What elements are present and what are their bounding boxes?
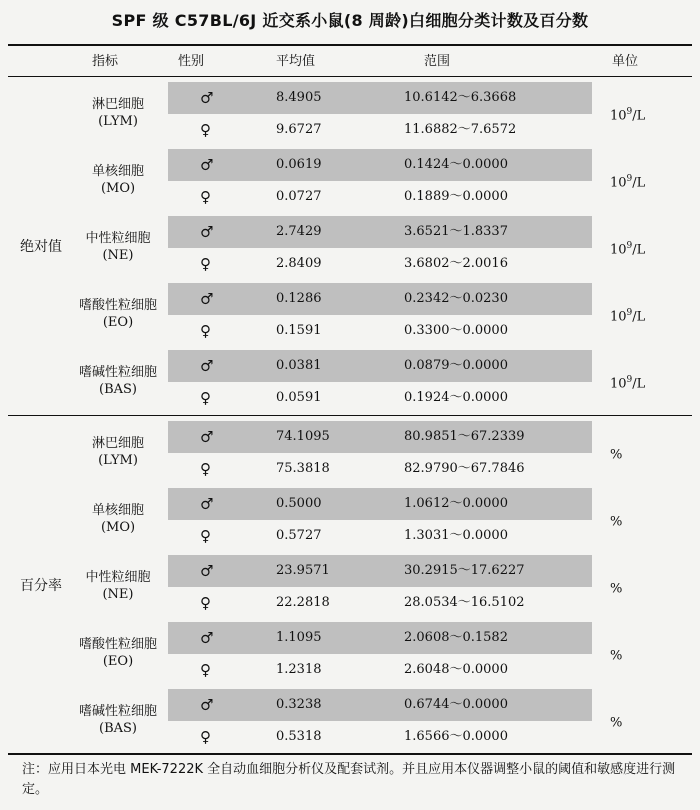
male-symbol: ♂: [200, 696, 214, 714]
male-range: 10.6142～6.3668: [404, 90, 517, 105]
indicator-abbr: (MO): [100, 520, 136, 535]
male-symbol: ♂: [200, 629, 214, 647]
indicator-name-cn: 单核细胞: [91, 164, 144, 179]
male-range: 0.2342～0.0230: [404, 291, 508, 306]
indicator-abbr: (LYM): [98, 114, 138, 129]
table-footnote: 注：应用日本光电 MEK-7222K 全自动血细胞分析仪及配套试剂。并且应用本仪器调整小鼠的阈值和敏感度进行测定。: [22, 762, 676, 797]
female-symbol: ♀: [200, 322, 211, 340]
male-range: 0.0879～0.0000: [404, 358, 508, 373]
female-symbol: ♀: [200, 460, 211, 478]
male-mean: 0.0619: [276, 157, 322, 172]
indicator-name-cn: 中性粒细胞: [85, 231, 151, 246]
unit-base: %: [610, 581, 623, 597]
female-range: 82.9790～67.7846: [404, 461, 525, 476]
male-range: 2.0608～0.1582: [404, 630, 508, 645]
unit-suffix: /L: [632, 242, 646, 258]
unit-suffix: /L: [632, 108, 646, 124]
unit-base: 10: [610, 376, 627, 392]
unit-cell: [610, 372, 645, 392]
unit-cell: [610, 171, 645, 191]
unit-cell: [610, 510, 622, 530]
unit-base: 10: [610, 175, 627, 191]
indicator-abbr: (LYM): [98, 453, 138, 468]
header-rule: [8, 76, 692, 77]
female-mean: 0.0591: [276, 390, 322, 405]
unit-cell: [610, 305, 645, 325]
male-mean: 0.5000: [276, 496, 322, 511]
indicator-abbr: (NE): [102, 587, 134, 602]
male-symbol: ♂: [200, 428, 214, 446]
indicator-name-cn: 嗜碱性粒细胞: [78, 704, 157, 719]
female-range: 2.6048～0.0000: [404, 662, 508, 677]
table-title: SPF 级 C57BL/6J 近交系小鼠(8 周龄)白细胞分类计数及百分数: [111, 11, 589, 30]
unit-base: %: [610, 648, 623, 664]
indicator-name-cn: 嗜酸性粒细胞: [78, 298, 157, 313]
unit-cell: [610, 104, 645, 124]
indicator-name-cn: 淋巴细胞: [91, 97, 144, 112]
female-range: 0.3300～0.0000: [404, 323, 508, 338]
male-range: 80.9851～67.2339: [404, 429, 525, 444]
indicator-name-cn: 淋巴细胞: [91, 436, 144, 451]
female-range: 0.1924～0.0000: [404, 390, 508, 405]
indicator-name: [62, 703, 174, 737]
male-symbol: ♂: [200, 89, 214, 107]
unit-suffix: /L: [632, 376, 646, 392]
male-row-shading: [168, 216, 592, 248]
female-mean: 0.5727: [276, 528, 322, 543]
female-symbol: ♀: [200, 594, 211, 612]
indicator-name: [62, 636, 174, 670]
unit-exponent: 9: [626, 241, 633, 251]
unit-cell: [610, 577, 622, 597]
indicator-abbr: (EO): [102, 315, 134, 330]
male-row-shading: [168, 421, 592, 453]
female-mean: 2.8409: [276, 256, 322, 271]
header-sex: 性别: [178, 54, 205, 69]
male-row-shading: [168, 622, 592, 654]
male-mean: 74.1095: [276, 429, 330, 444]
male-range: 1.0612～0.0000: [404, 496, 508, 511]
male-range: 30.2915～17.6227: [404, 563, 525, 578]
female-mean: 1.2318: [276, 662, 322, 677]
indicator-name-cn: 嗜碱性粒细胞: [78, 365, 157, 380]
male-symbol: ♂: [200, 223, 214, 241]
unit-suffix: /L: [632, 309, 646, 325]
female-symbol: ♀: [200, 661, 211, 679]
indicator-abbr: (EO): [102, 654, 134, 669]
unit-suffix: /L: [632, 175, 646, 191]
indicator-abbr: (MO): [100, 181, 136, 196]
male-range: 0.1424～0.0000: [404, 157, 508, 172]
male-mean: 0.1286: [276, 291, 322, 306]
male-mean: 0.3238: [276, 697, 322, 712]
female-range: 3.6802～2.0016: [404, 256, 508, 271]
indicator-abbr: (BAS): [99, 721, 137, 736]
indicator-name: [62, 163, 174, 197]
unit-base: 10: [610, 309, 627, 325]
unit-cell: [610, 711, 622, 731]
header-indicator: 指标: [92, 54, 119, 69]
female-range: 28.0534～16.5102: [404, 595, 525, 610]
indicator-name: [62, 230, 174, 264]
female-range: 1.6566～0.0000: [404, 729, 508, 744]
unit-base: 10: [610, 108, 627, 124]
female-symbol: ♀: [200, 188, 211, 206]
unit-cell: [610, 644, 622, 664]
indicator-name: [62, 297, 174, 331]
female-symbol: ♀: [200, 728, 211, 746]
male-mean: 0.0381: [276, 358, 322, 373]
unit-exponent: 9: [626, 375, 633, 385]
unit-base: %: [610, 715, 623, 731]
header-mean: 平均值: [276, 54, 316, 69]
bottom-rule: [8, 753, 692, 755]
female-range: 11.6882～7.6572: [404, 122, 517, 137]
male-range: 3.6521～1.8337: [404, 224, 508, 239]
female-mean: 22.2818: [276, 595, 330, 610]
male-symbol: ♂: [200, 357, 214, 375]
male-symbol: ♂: [200, 495, 214, 513]
male-mean: 8.4905: [276, 90, 322, 105]
female-mean: 9.6727: [276, 122, 322, 137]
male-mean: 2.7429: [276, 224, 322, 239]
female-symbol: ♀: [200, 121, 211, 139]
unit-exponent: 9: [626, 174, 633, 184]
female-mean: 0.5318: [276, 729, 322, 744]
top-rule: [8, 44, 692, 46]
unit-cell: [610, 238, 645, 258]
indicator-abbr: (BAS): [99, 382, 137, 397]
indicator-name-cn: 嗜酸性粒细胞: [78, 637, 157, 652]
male-row-shading: [168, 689, 592, 721]
indicator-name: [62, 364, 174, 398]
indicator-name: [62, 502, 174, 536]
male-range: 0.6744～0.0000: [404, 697, 508, 712]
indicator-name: [62, 569, 174, 603]
unit-cell: [610, 443, 622, 463]
female-symbol: ♀: [200, 255, 211, 273]
male-mean: 1.1095: [276, 630, 322, 645]
indicator-name: [62, 96, 174, 130]
female-mean: 0.0727: [276, 189, 322, 204]
indicator-abbr: (NE): [102, 248, 134, 263]
unit-exponent: 9: [626, 107, 633, 117]
unit-base: %: [610, 447, 623, 463]
group-divider-rule: [8, 415, 692, 416]
header-range: 范围: [424, 54, 451, 69]
female-mean: 0.1591: [276, 323, 322, 338]
male-symbol: ♂: [200, 562, 214, 580]
unit-base: %: [610, 514, 623, 530]
female-symbol: ♀: [200, 527, 211, 545]
indicator-name-cn: 中性粒细胞: [85, 570, 151, 585]
male-symbol: ♂: [200, 156, 214, 174]
group-label: 百分率: [20, 577, 62, 594]
unit-base: 10: [610, 242, 627, 258]
female-symbol: ♀: [200, 389, 211, 407]
male-row-shading: [168, 283, 592, 315]
male-row-shading: [168, 488, 592, 520]
female-range: 0.1889～0.0000: [404, 189, 508, 204]
female-range: 1.3031～0.0000: [404, 528, 508, 543]
indicator-name: [62, 435, 174, 469]
header-unit: 单位: [612, 54, 639, 69]
unit-exponent: 9: [626, 308, 633, 318]
male-row-shading: [168, 555, 592, 587]
group-label: 绝对值: [20, 238, 62, 255]
indicator-name-cn: 单核细胞: [91, 503, 144, 518]
male-row-shading: [168, 149, 592, 181]
male-row-shading: [168, 82, 592, 114]
male-symbol: ♂: [200, 290, 214, 308]
male-row-shading: [168, 350, 592, 382]
male-mean: 23.9571: [276, 563, 330, 578]
female-mean: 75.3818: [276, 461, 330, 476]
